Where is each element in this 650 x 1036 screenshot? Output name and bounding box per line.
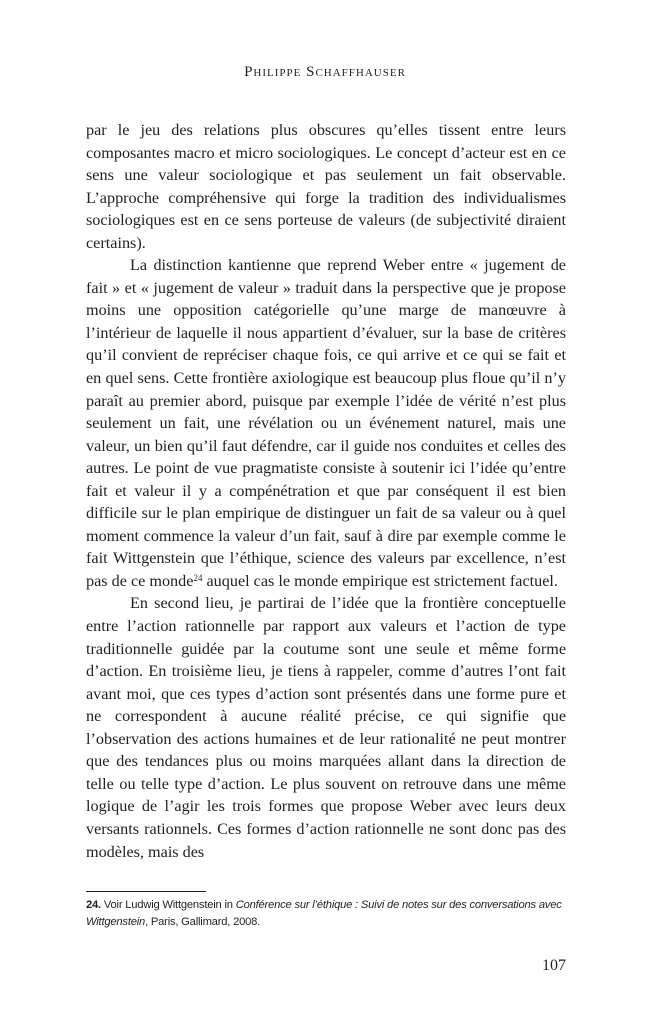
body-text xyxy=(86,119,566,863)
footnote-text: Voir Ludwig Wittgenstein in xyxy=(100,899,236,911)
footnote-title: Conférence sur l’éthique : Suivi de notes sur des conversations avec Wittgenstein xyxy=(86,899,562,928)
footnote xyxy=(86,897,566,931)
footnote-separator xyxy=(86,891,206,892)
footnote-reference: 24 xyxy=(193,572,203,583)
paragraph-2-text: La distinction kantienne que reprend Weber entre « jugement de fait » et « jugement de valeur » traduit dans la perspective que je propose moins une opposition catégorielle qu’une marge de manœuvre à l’intérieur de laquelle il nous appartient d’évaluer, sur la base de critères qu’il convient de repréciser chaque fois, ce qui arrive et ce qui se fait et en quel sens. Cette frontière axiologique est beaucoup plus floue qu’il n’y paraît au premier abord, puisque par exemple l’idée de vérité n’est plus seulement un fait, une révélation ou un événement naturel, mais une valeur, un bien qu’il faut défendre, car il guide nos conduites et celles des autres. Le point de vue pragmatiste consiste à soutenir ici l’idée qu’entre fait et valeur il y a compénétration et que par conséquent il est bien difficile sur le plan empirique de distinguer un fait de sa valeur ou à quel moment commence la valeur d’un fait, sauf à dire par exemple comme le fait Wittgenstein que l’éthique, science des valeurs par excellence, n’est pas de ce monde xyxy=(86,256,566,590)
paragraph-2 xyxy=(86,254,566,592)
paragraph-3: En second lieu, je partirai de l’idée que la frontière conceptuelle entre l’action rationnelle par rapport aux valeurs et l’action de type traditionnelle guidée par la coutume sont une seule et même forme d’action. En troisième lieu, je tiens à rappeler, comme d’autres l’ont fait avant moi, que ces types d’action sont présentés dans une forme pure et ne correspondent à aucune réalité précise, ce qui signifie que l’observation des actions humaines et de leur rationalité ne peut montrer que des tendances plus ou moins marquées allant dans la direction de telle ou telle type d’action. Le plus souvent on retrouve dans une même logique de l’agir les trois formes que propose Weber avec leurs deux versants rationnels. Ces formes d’action rationnelle ne sont donc pas des modèles, mais des xyxy=(86,594,566,861)
paragraph-1: par le jeu des relations plus obscures qu’elles tissent entre leurs composantes macro et micro sociologiques. Le concept d’acteur est en ce sens une valeur sociologique et pas seulement un fait observable. L’approche compréhensive qui forge la tradition des individualismes sociologiques est en ce sens porteuse de valeurs (de subjectivité diraient certains). xyxy=(86,121,566,252)
footnote-number: 24. xyxy=(86,899,101,911)
footnote-text-end: , Paris, Gallimard, 2008. xyxy=(145,916,261,928)
running-head: Philippe Schaffhauser xyxy=(244,64,406,80)
page-number: 107 xyxy=(542,957,566,974)
paragraph-2-text-end: auquel cas le monde empirique est strictement factuel. xyxy=(202,571,558,590)
